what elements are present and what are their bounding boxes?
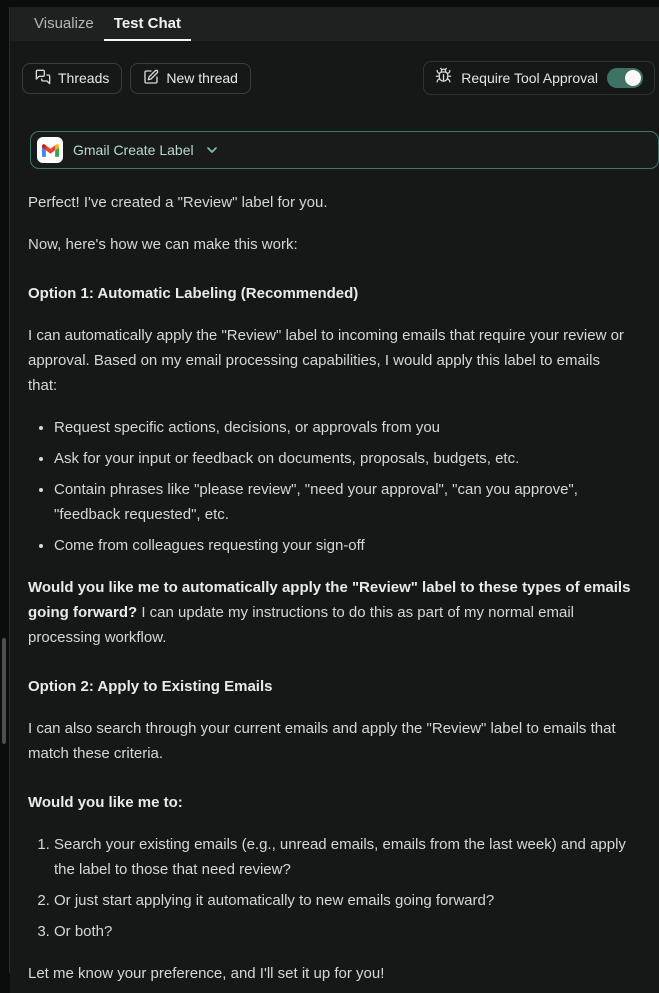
list-item: 2. Or just start applying it automatically to new emails going forward? bbox=[54, 888, 633, 913]
tab-visualize[interactable]: Visualize bbox=[34, 14, 94, 32]
would-you-like-heading: Would you like me to: bbox=[28, 794, 183, 811]
gmail-icon bbox=[37, 137, 63, 163]
new-thread-button[interactable] bbox=[130, 63, 251, 94]
threads-button-label: Threads bbox=[58, 70, 110, 86]
tab-test-chat[interactable]: Test Chat bbox=[104, 7, 191, 41]
require-tool-approval-toggle[interactable] bbox=[607, 68, 643, 88]
compose-icon bbox=[143, 69, 159, 88]
chat-toolbar bbox=[22, 61, 655, 95]
tool-dropdown-label: Gmail Create Label bbox=[73, 142, 194, 158]
list-item: 3. Or both? bbox=[54, 919, 633, 944]
option-2-heading: Option 2: Apply to Existing Emails bbox=[28, 678, 273, 695]
gmail-create-label-dropdown[interactable] bbox=[30, 131, 659, 169]
list-item: • Come from colleagues requesting your sign-off bbox=[54, 533, 633, 558]
message-paragraph: Let me know your preference, and I'll set it up for you! bbox=[28, 965, 385, 982]
chevron-down-icon bbox=[204, 142, 220, 158]
question-rest: I can update my instructions to do this as part of my normal email processing workflow. bbox=[28, 604, 575, 646]
message-paragraph: I can also search through your current emails and apply the "Review" label to emails that match these criteria. bbox=[28, 720, 616, 762]
threads-button[interactable] bbox=[22, 63, 122, 94]
bug-icon bbox=[435, 67, 452, 89]
threads-icon bbox=[35, 69, 51, 88]
require-tool-approval-label: Require Tool Approval bbox=[461, 70, 598, 86]
test-chat-panel bbox=[9, 7, 659, 982]
assistant-message bbox=[28, 190, 633, 986]
list-item: • Contain phrases like "please review", "need your approval", "can you approve", "feedback requested", etc. bbox=[54, 477, 633, 527]
message-paragraph bbox=[28, 575, 633, 650]
message-paragraph: Perfect! I've created a "Review" label for you. bbox=[28, 194, 328, 211]
message-paragraph: Now, here's how we can make this work: bbox=[28, 236, 298, 253]
chat-content bbox=[10, 61, 659, 993]
scrollbar-thumb[interactable] bbox=[2, 638, 6, 744]
new-thread-button-label: New thread bbox=[166, 70, 238, 86]
option-1-heading: Option 1: Automatic Labeling (Recommended) bbox=[28, 285, 359, 302]
criteria-list bbox=[28, 415, 633, 558]
tab-bar bbox=[10, 7, 659, 41]
toggle-knob bbox=[625, 70, 641, 86]
question-bold: Would you like me to automatically apply the "Review" label to these types of emails going forward? bbox=[28, 579, 631, 621]
message-paragraph: I can automatically apply the "Review" label to incoming emails that require your review or approval. Based on my email processing capabilities, I would apply this label to emails that: bbox=[28, 327, 624, 394]
list-item: 1. Search your existing emails (e.g., unread emails, emails from the last week) and apply the label to those that need review? bbox=[54, 832, 633, 882]
require-tool-approval-group bbox=[423, 61, 655, 95]
thread-buttons bbox=[22, 63, 251, 94]
list-item: • Ask for your input or feedback on documents, proposals, budgets, etc. bbox=[54, 446, 633, 471]
list-item: • Request specific actions, decisions, or approvals from you bbox=[54, 415, 633, 440]
left-scrollbar-track bbox=[0, 0, 9, 973]
options-list bbox=[28, 832, 633, 944]
